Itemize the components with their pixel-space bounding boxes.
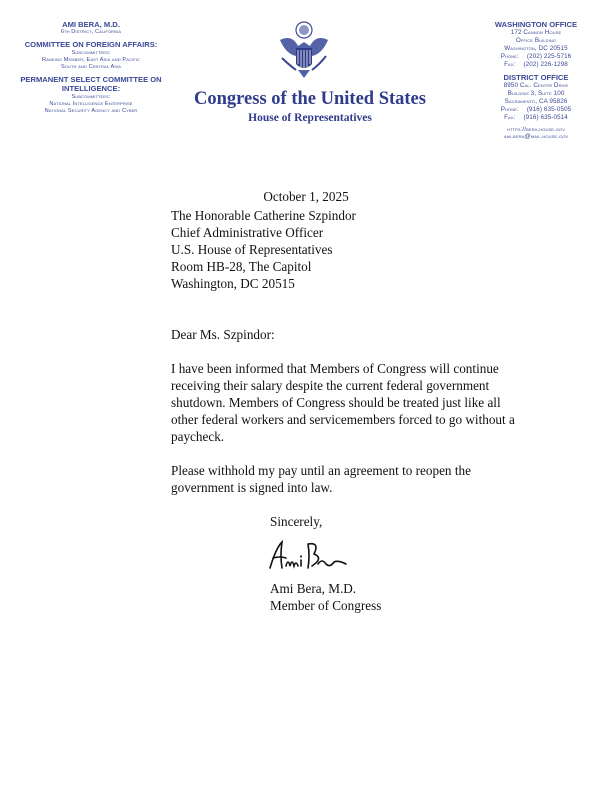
phone-label: Phone: (500, 105, 519, 113)
website-link[interactable]: https://bera.house.gov (506, 125, 566, 133)
address-line: Sacramento, CA 95826 (504, 97, 568, 105)
member-name: AMI BERA, M.D. (62, 20, 120, 29)
fax-number: (202) 226-1298 (523, 60, 568, 68)
district-office-heading: DISTRICT OFFICE (503, 72, 569, 82)
fax-label: Fax: (504, 60, 516, 68)
address-line: Building 3, Suite 100 (507, 90, 565, 98)
letterhead-title (182, 88, 438, 125)
great-seal-eagle-icon (272, 20, 336, 82)
committee-foreign-affairs: COMMITTEE ON FOREIGN AFFAIRS: (24, 40, 158, 50)
letterhead-member-info (8, 20, 174, 115)
phone-number: (202) 225-5716 (526, 53, 572, 61)
address-line: Washington, DC 20515 (504, 45, 568, 53)
subcommittee: Ranking Member, East Asia and Pacific (42, 56, 140, 63)
email-link[interactable]: ami.bera@mail.house.gov (503, 133, 569, 141)
member-district: 6th District, California (60, 29, 122, 36)
signature-block (270, 580, 516, 614)
body-paragraph: I have been informed that Members of Congress will continue receiving their salary despite the current federal government shutdown. Members of Congress should be treated just like all other federal workers and servicemembers forced to go without a paycheck. (171, 361, 515, 444)
address-line: The Honorable Catherine Szpindor (171, 208, 356, 223)
fax-number: (916) 635-0514 (523, 113, 568, 121)
dc-phone (472, 53, 600, 61)
signature-area (270, 513, 516, 614)
signer-title: Member of Congress (270, 598, 382, 613)
recipient-address (171, 207, 516, 292)
congress-title: Congress of the United States (194, 89, 426, 109)
letter-date: October 1, 2025 (263, 189, 349, 204)
body-paragraph: Please withhold my pay until an agreement to reopen the government is signed into law. (171, 463, 471, 495)
committee-intelligence: PERMANENT SELECT COMMITTEE ON INTELLIGENCE: (20, 74, 162, 94)
fax-label: Fax: (504, 113, 516, 121)
house-subtitle: House of Representatives (248, 112, 372, 124)
handwritten-signature (268, 538, 348, 574)
subcommittee: National Intelligence Enterprise (49, 100, 133, 107)
district-fax (472, 114, 600, 122)
subcommittees-label: Subcommittees: (71, 93, 111, 100)
dc-fax (472, 61, 600, 69)
phone-label: Phone: (500, 53, 519, 61)
subcommittees-label: Subcommittees: (71, 49, 111, 56)
address-line: Office Building (515, 37, 557, 45)
letter-body (171, 207, 516, 614)
address-line: Room HB-28, The Capitol (171, 259, 312, 274)
address-line: Washington, DC 20515 (171, 276, 295, 291)
signer-name: Ami Bera, M.D. (270, 581, 357, 596)
address-line: 8950 Cal. Center Drive (503, 82, 569, 90)
address-line: U.S. House of Representatives (171, 242, 333, 257)
phone-number: (916) 635-0505 (526, 105, 572, 113)
subcommittee: South and Central Asia (60, 63, 122, 70)
address-line: Chief Administrative Officer (171, 225, 324, 240)
letterhead-offices (472, 20, 600, 141)
washington-office-heading: WASHINGTON OFFICE (494, 20, 578, 29)
address-line: 172 Cannon House (510, 29, 562, 37)
subcommittee: National Security Agency and Cyber (44, 107, 138, 114)
closing: Sincerely, (270, 514, 323, 529)
salutation: Dear Ms. Szpindor: (171, 327, 275, 342)
district-phone (472, 106, 600, 114)
